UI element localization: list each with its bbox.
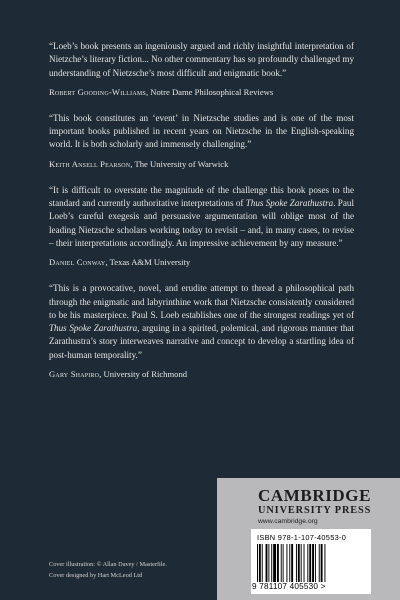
endorser-affiliation: , The University of Warwick — [130, 158, 229, 169]
endorsement-4 — [49, 282, 354, 380]
endorsement-text: “This is a provocative, novel, and erudite attempt to thread a philosophical path through the enigmatic and labyrinthine work that Nietzsche consistently considered to be his masterpiece. Paul S. Loeb establishes one of the strongest readings yet of Thus Spoke Zarathustra, arguing in a spirited, polemical, and rigorous manner that Zarathustra’s story interweaves narrative and concept to develop a startling idea of post-human temporality.” — [49, 283, 354, 360]
endorser-affiliation: , Texas A&M University — [105, 257, 191, 268]
barcode-icon — [257, 544, 365, 582]
barcode-digits: 9 781107 405530 > — [252, 582, 326, 591]
endorser-affiliation: , Notre Dame Philosophical Reviews — [145, 86, 274, 97]
endorsement-text: “Loeb’s book presents an ingeniously argued and richly insightful interpretation of Nietzche’s literary fiction... No other commentary has so profoundly challenged my understanding of Nietzsche’s most difficult and enigmatic book.” — [49, 41, 354, 78]
endorsement-3 — [49, 184, 354, 268]
endorsement-attribution — [49, 86, 354, 98]
endorsement-attribution — [49, 256, 354, 268]
cover-illustration-credit: Cover illustration: © Allan Davey / Masterfile. — [49, 561, 167, 568]
cover-design-credit: Cover designed by Hart McLeod Ltd — [49, 572, 143, 579]
cover-credits — [49, 559, 167, 581]
endorsement-attribution — [49, 158, 354, 170]
isbn-label: ISBN 978-1-107-40553-0 — [257, 533, 347, 542]
publisher-name: CAMBRIDGE — [258, 486, 372, 505]
endorsement-text: “This book constitutes an ‘event’ in Nietzsche studies and is one of the most important books published in recent years on Nietzsche in the English-speaking world. It is both scholarly and immensely challenging.” — [49, 112, 354, 150]
endorser-name: Robert Gooding-Williams — [49, 86, 146, 97]
publisher-url: www.cambridge.org — [258, 518, 318, 525]
barcode-panel — [251, 529, 371, 594]
endorsement-2 — [49, 112, 354, 170]
endorser-name: Gary Shapiro — [49, 369, 100, 380]
endorsements — [49, 40, 354, 394]
endorser-name: Keith Ansell Pearson — [49, 158, 131, 169]
endorsement-attribution — [49, 368, 354, 380]
endorsement-text: “It is difficult to overstate the magnitude of the challenge this book poses to the standard and currently authoritative interpretations of Thus Spoke Zarathustra. Paul Loeb’s careful exegesis and persuasive argumentation will oblige most of the leading Nietzsche scholars working today to revisit – and, in many cases, to revise – their interpretations accordingly. An impressive achievement by any measure.” — [49, 184, 354, 248]
endorser-affiliation: , University of Richmond — [99, 369, 188, 380]
endorsement-1 — [49, 40, 354, 98]
publisher-press: UNIVERSITY PRESS — [258, 505, 372, 516]
endorser-name: Daniel Conway — [49, 257, 106, 268]
